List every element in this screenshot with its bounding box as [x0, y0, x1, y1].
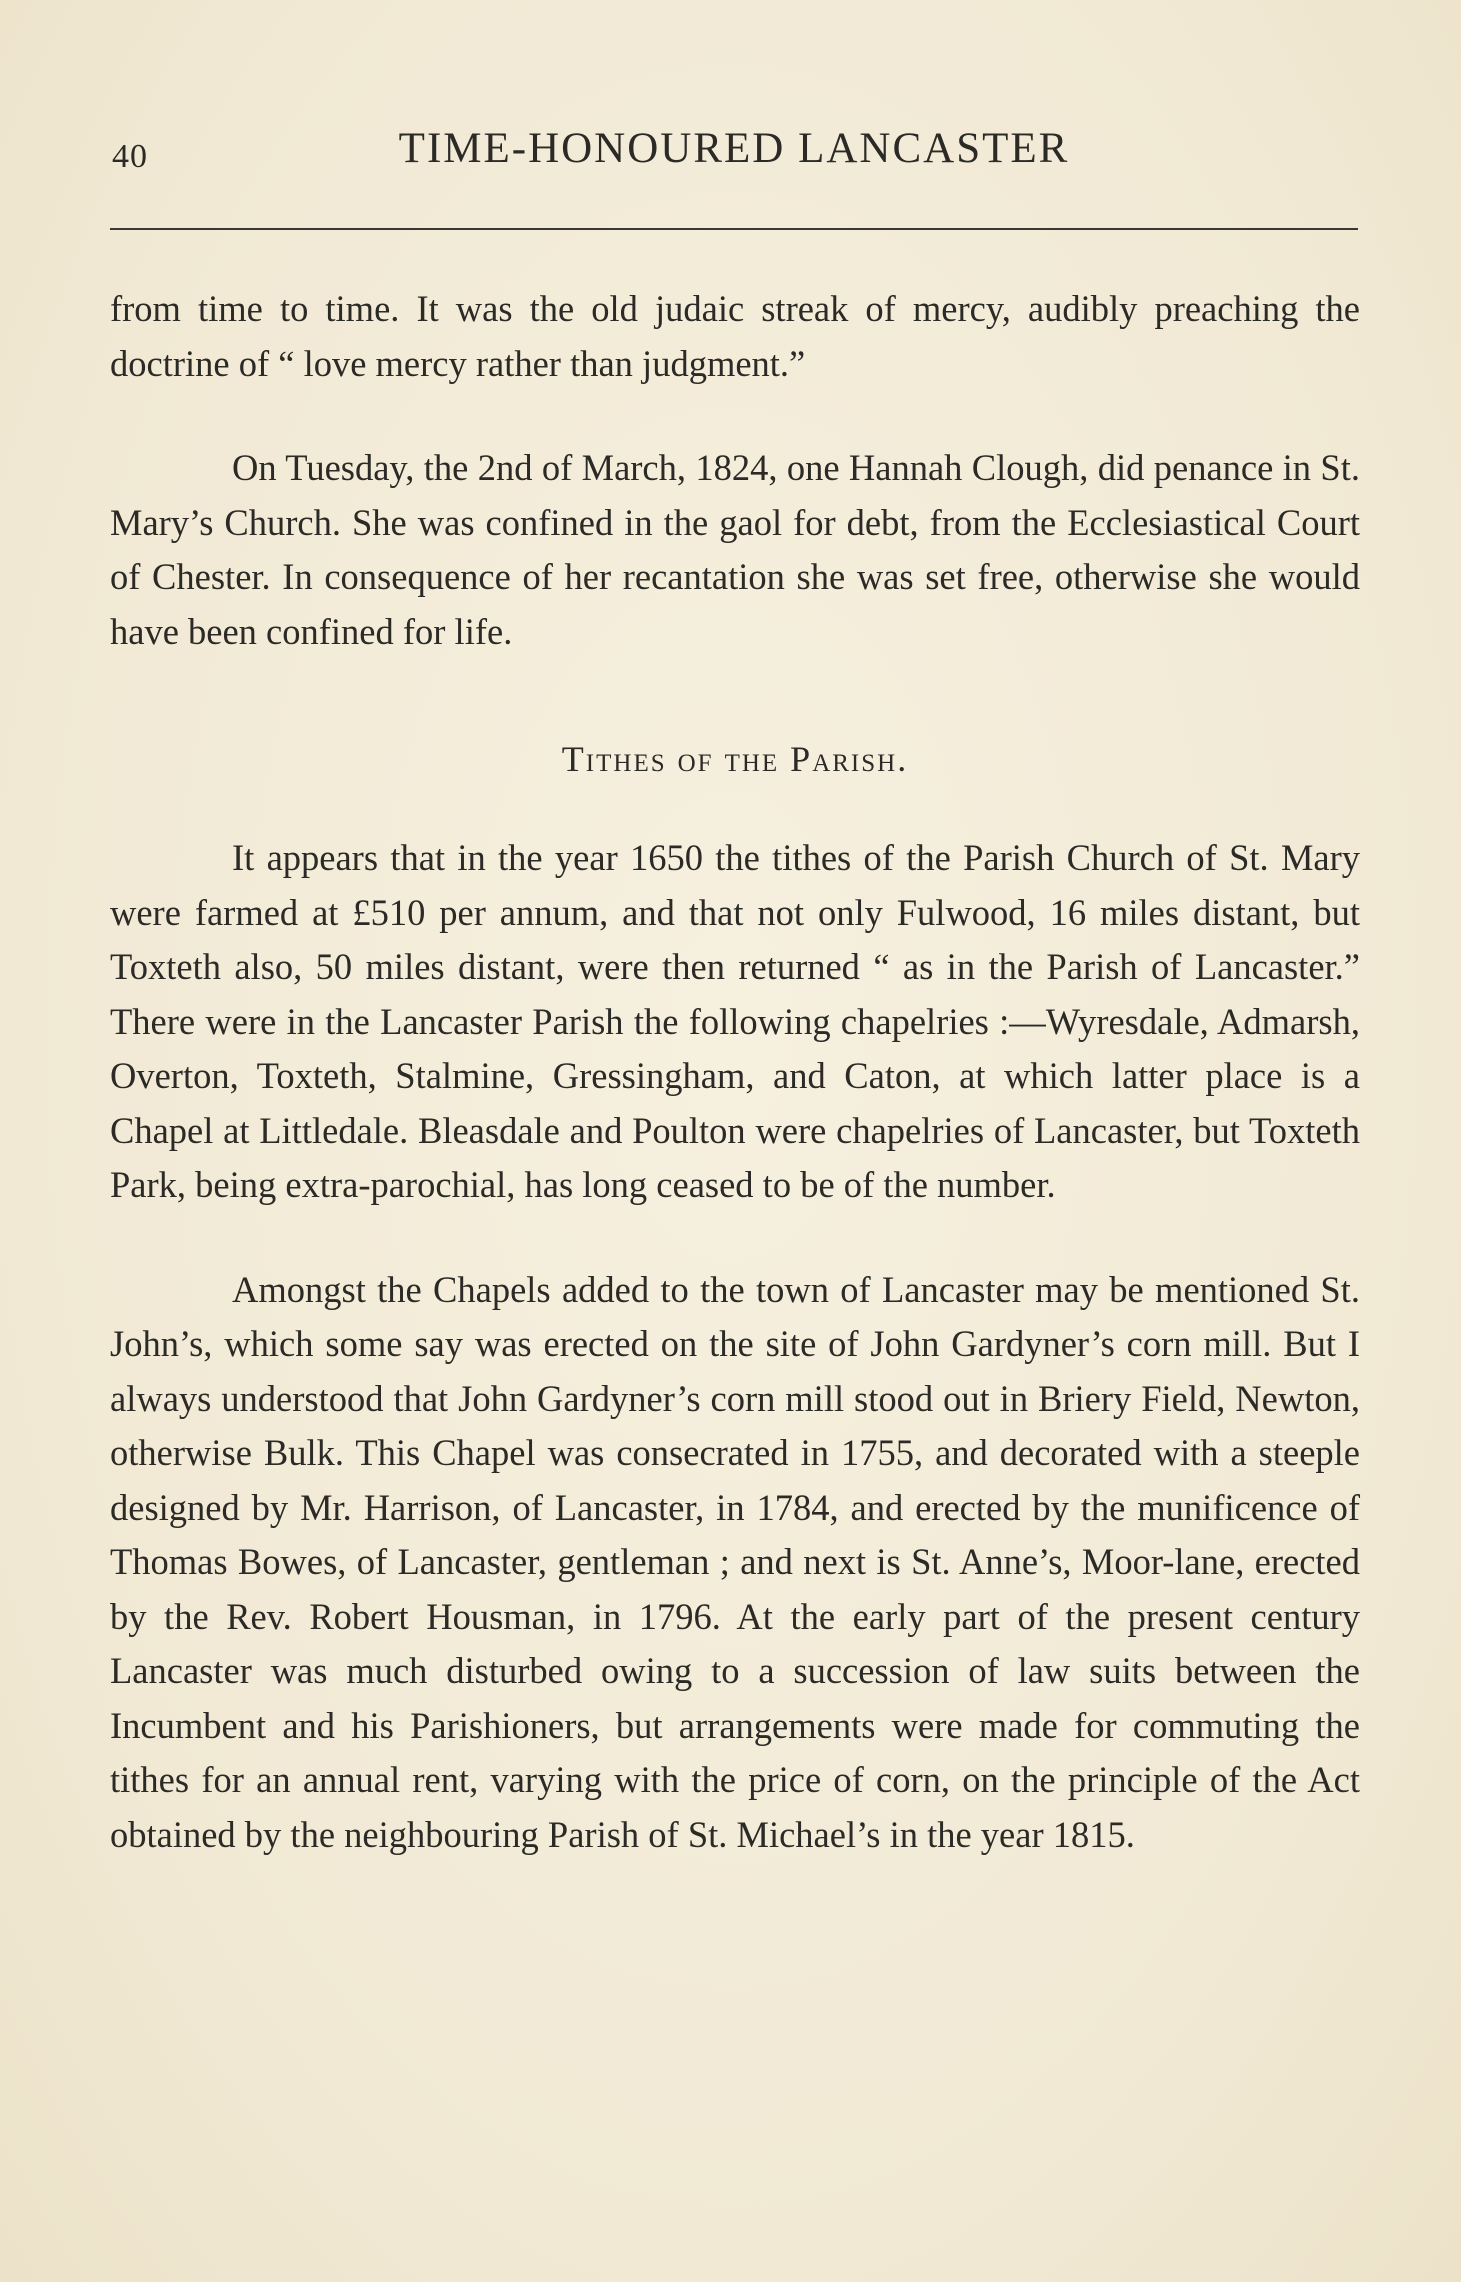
body-text [110, 282, 1360, 1912]
running-title: TIME-HONOURED LANCASTER [398, 125, 1070, 172]
paragraph-tithes: It appears that in the year 1650 the tithes of the Parish Church of St. Mary were farmed at £510 per annum, and that not only Fulwood, 16 miles distant, but Toxteth also, 50 miles distant, were then returned “ as in the Parish of Lancaster.” There were in the Lancaster Parish the following chapelries :—Wyresdale, Admarsh, Overton, Toxteth, Stalmine, Gressingham, and Caton, at which latter place is a Chapel at Littledale. Bleasdale and Poulton were chapelries of Lancaster, but Toxteth Park, being extra-parochial, has long ceased to be of the number. [110, 837, 1360, 1205]
paragraph-continuation: from time to time. It was the old judaic streak of mercy, audibly preaching the doctrine of “ love mercy rather than judgment.” [110, 288, 1360, 384]
paragraph-chapels: Amongst the Chapels added to the town of Lancaster may be mentioned St. John’s, which some say was erected on the site of John Gardyner’s corn mill. But I always understood that John Gardyner’s corn mill stood out in Briery Field, Newton, otherwise Bulk. This Chapel was consecrated in 1755, and decorated with a steeple designed by Mr. Harrison, of Lancaster, in 1784, and erected by the munificence of Thomas Bowes, of Lancaster, gentleman ; and next is St. Anne’s, Moor-lane, erected by the Rev. Robert Housman, in 1796. At the early part of the present century Lancaster was much disturbed owing to a succession of law suits between the Incumbent and his Parishioners, but arrangements were made for commuting the tithes for an annual rent, varying with the price of corn, on the principle of the Act obtained by the neighbouring Parish of St. Michael’s in the year 1815. [110, 1268, 1360, 1855]
paragraph-hannah-clough: On Tuesday, the 2nd of March, 1824, one Hannah Clough, did penance in St. Mary’s Church. She was confined in the gaol for debt, from the Ecclesiastical Court of Chester. In consequence of her recantation she was set free, otherwise she would have been confined for life. [110, 447, 1360, 652]
page-header [108, 118, 1360, 178]
page-number: 40 [112, 138, 148, 175]
header-rule [110, 228, 1358, 230]
section-heading: Tithes of the Parish. [561, 739, 909, 779]
